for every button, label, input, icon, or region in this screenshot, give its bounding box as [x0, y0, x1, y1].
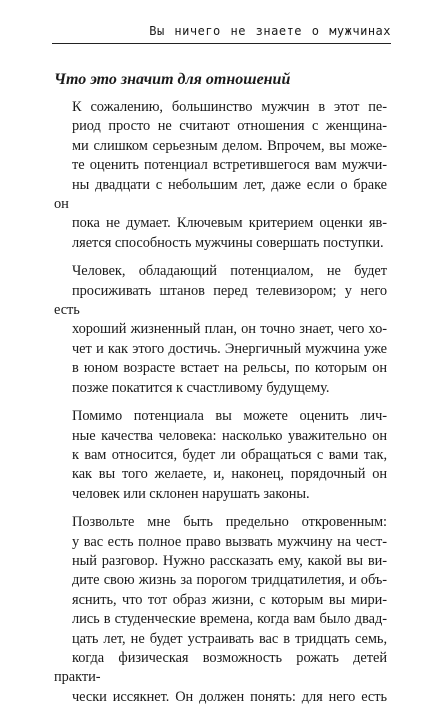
text-line: риод просто не считают отношения с женщина- [72, 118, 387, 135]
text-line: Помимо потенциала вы можете оценить лич- [72, 408, 387, 425]
text-line: позже покатится к счастливому будущему. [72, 379, 330, 396]
text-line: человек или склонен нарушать законы. [72, 485, 310, 502]
paragraph-3 [54, 407, 387, 504]
text-line: Позвольте мне быть предельно откровенным: [72, 514, 387, 531]
paragraph-1 [54, 98, 387, 253]
paragraph-4 [54, 513, 387, 707]
text-line: ми слишком серьезным делом. Впрочем, вы може- [72, 137, 387, 154]
paragraph-2 [54, 262, 387, 398]
header-rule [52, 43, 391, 44]
text-line: ны двадцати с небольшим лет, даже если о браке он [54, 176, 387, 213]
text-line: Человек, обладающий потенциалом, не будет [72, 263, 387, 280]
text-line: хороший жизненный план, он точно знает, чего хо- [72, 321, 387, 338]
text-line: ные качества человека: насколько уважительно он [72, 427, 387, 444]
running-header: Вы ничего не знаете о мужчинах [149, 24, 391, 38]
text-line: просиживать штанов перед телевизором; у него есть [54, 282, 387, 319]
text-line: к вам относится, будет ли обращаться с вами так, [72, 446, 387, 463]
page-content [54, 70, 387, 716]
text-line: те оценить потенциал встретившегося вам мужчи- [72, 157, 387, 174]
section-title: Что это значит для отношений [54, 71, 291, 88]
text-line: в юном возрасте встает на рельсы, по которым он [72, 360, 387, 377]
text-line: К сожалению, большинство мужчин в этот пе- [72, 99, 387, 115]
text-line: пока не думает. Ключевым критерием оценки яв- [72, 215, 387, 232]
text-line: чет и как этого достичь. Энергичный мужчина уже [72, 340, 387, 357]
text-line: ляется способность мужчины совершать поступки. [72, 234, 384, 251]
text-line: дите свою жизнь за порогом тридцатилетия, и объ- [72, 572, 387, 589]
text-line: как вы того желаете, и, наконец, порядочный он [72, 466, 387, 483]
text-line: ный разговор. Нужно рассказать ему, какой вы ви- [72, 552, 387, 569]
text-line: чески иссякнет. Он должен понять: для него есть [72, 688, 387, 705]
text-line: яснить, что тот образ жизни, с которым вы мири- [72, 591, 387, 608]
text-line: у вас есть полное право вызвать мужчину на чест- [72, 533, 387, 550]
text-line: когда физическая возможность рожать детей практи- [54, 649, 387, 686]
text-line: лись в студенческие времена, когда вам было двад- [72, 611, 387, 628]
text-line: цать лет, не будет устраивать вас в тридцать семь, [72, 630, 387, 647]
